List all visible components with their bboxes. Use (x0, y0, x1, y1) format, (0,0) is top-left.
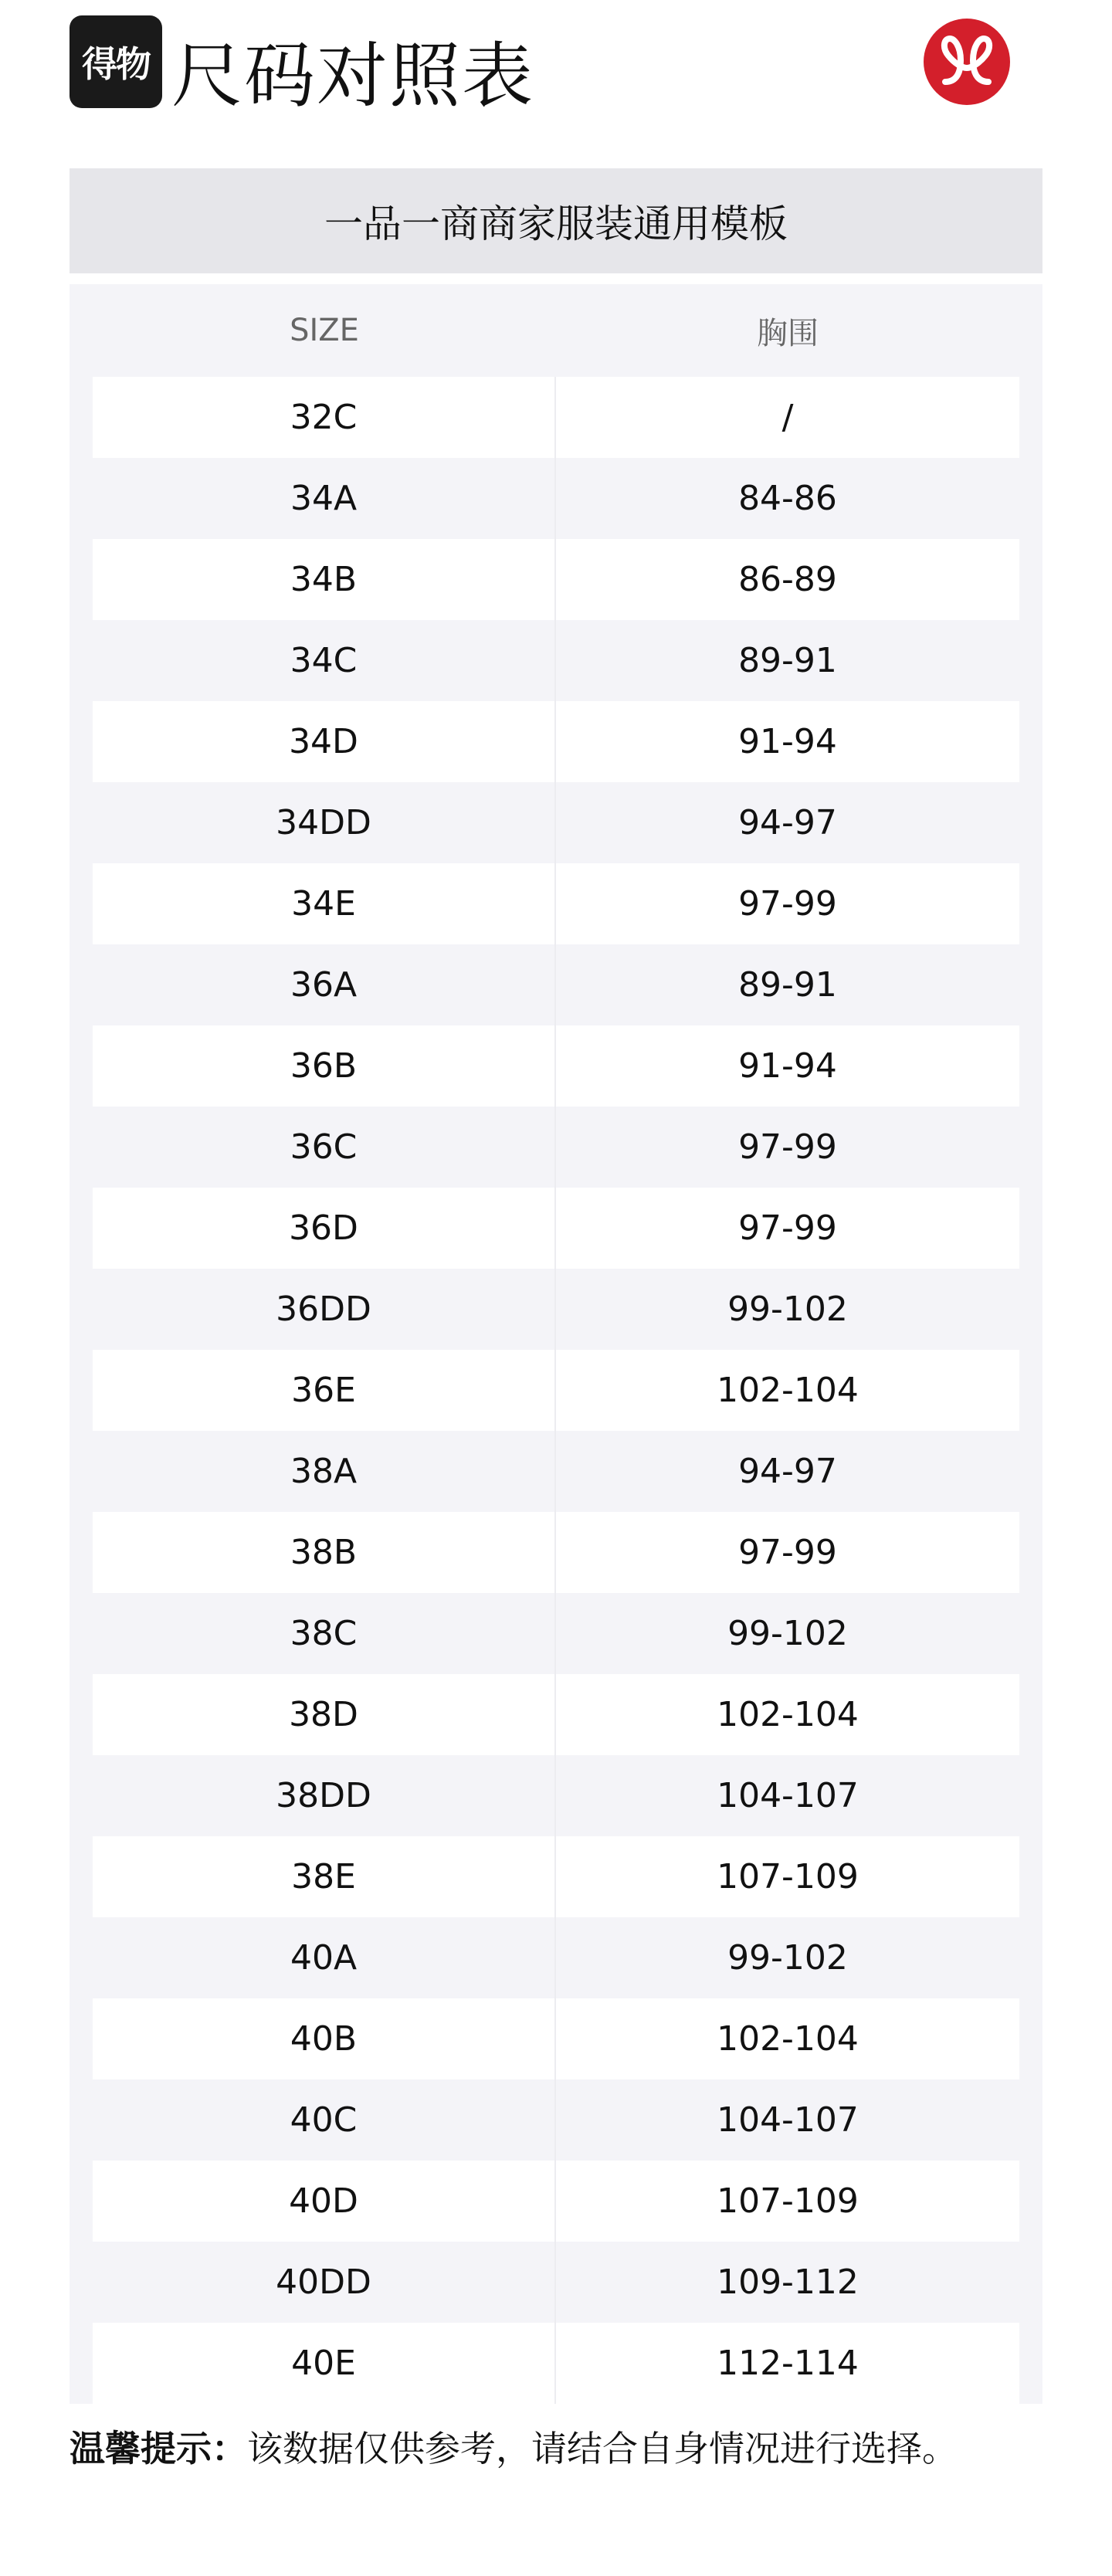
size-cell: 40D (93, 2161, 556, 2242)
table-row (93, 863, 1019, 944)
page-title: 尺码对照表 (171, 35, 535, 117)
bust-cell: 94-97 (556, 782, 1019, 863)
bust-cell: 99-102 (556, 1269, 1019, 1350)
bust-cell: 102-104 (556, 1998, 1019, 2079)
footer-note-text: 该数据仅供参考，请结合自身情况进行选择。 (247, 2428, 958, 2469)
table-row (93, 620, 1019, 701)
bust-cell: 104-107 (556, 2079, 1019, 2161)
bust-cell: 97-99 (556, 1107, 1019, 1188)
size-cell: 34C (93, 620, 556, 701)
column-header-size: SIZE (290, 313, 359, 348)
bust-cell: 97-99 (556, 863, 1019, 944)
size-table (70, 284, 1042, 2404)
template-banner (70, 168, 1042, 273)
table-row (93, 1512, 1019, 1593)
size-cell: 34B (93, 539, 556, 620)
lululemon-logo-icon (922, 17, 1012, 107)
table-body (93, 377, 1019, 2404)
table-row (93, 782, 1019, 863)
size-cell: 40B (93, 1998, 556, 2079)
bust-cell: 97-99 (556, 1188, 1019, 1269)
table-row (93, 1350, 1019, 1431)
size-cell: 34D (93, 701, 556, 782)
bust-cell: 107-109 (556, 1836, 1019, 1917)
size-cell: 34DD (93, 782, 556, 863)
size-cell: 38D (93, 1674, 556, 1755)
size-cell: 38B (93, 1512, 556, 1593)
size-cell: 40DD (93, 2242, 556, 2323)
table-row (93, 1025, 1019, 1107)
table-row (93, 1188, 1019, 1269)
bust-cell: 97-99 (556, 1512, 1019, 1593)
table-row (93, 1593, 1019, 1674)
template-label: 一品一商商家服装通用模板 (324, 202, 788, 246)
size-cell: 38A (93, 1431, 556, 1512)
size-cell: 36E (93, 1350, 556, 1431)
bust-cell: 109-112 (556, 2242, 1019, 2323)
bust-cell: 86-89 (556, 539, 1019, 620)
table-row (93, 1674, 1019, 1755)
table-row (93, 2323, 1019, 2404)
size-cell: 40C (93, 2079, 556, 2161)
bust-cell: 94-97 (556, 1431, 1019, 1512)
size-cell: 34E (93, 863, 556, 944)
table-row (93, 2242, 1019, 2323)
table-row (93, 2161, 1019, 2242)
table-row (93, 1917, 1019, 1998)
table-row (93, 1269, 1019, 1350)
size-cell: 34A (93, 458, 556, 539)
size-cell: 36C (93, 1107, 556, 1188)
size-cell: 38E (93, 1836, 556, 1917)
bust-cell: 102-104 (556, 1674, 1019, 1755)
size-cell: 40A (93, 1917, 556, 1998)
bust-cell: 107-109 (556, 2161, 1019, 2242)
size-cell: 36A (93, 944, 556, 1025)
bust-cell: 104-107 (556, 1755, 1019, 1836)
bust-cell: / (556, 377, 1019, 458)
bust-cell: 91-94 (556, 701, 1019, 782)
bust-cell: 99-102 (556, 1917, 1019, 1998)
size-cell: 36B (93, 1025, 556, 1107)
size-cell: 38DD (93, 1755, 556, 1836)
table-row (93, 1755, 1019, 1836)
table-row (93, 1431, 1019, 1512)
size-cell: 38C (93, 1593, 556, 1674)
table-row (93, 539, 1019, 620)
table-row (93, 377, 1019, 458)
bust-cell: 112-114 (556, 2323, 1019, 2404)
table-row (93, 458, 1019, 539)
app-logo (70, 15, 162, 108)
app-logo-text: 得物 (82, 43, 150, 85)
size-cell: 32C (93, 377, 556, 458)
bust-cell: 102-104 (556, 1350, 1019, 1431)
footer-note-label: 温馨提示： (70, 2428, 247, 2469)
table-row (93, 1836, 1019, 1917)
bust-cell: 89-91 (556, 944, 1019, 1025)
bust-cell: 99-102 (556, 1593, 1019, 1674)
bust-cell: 89-91 (556, 620, 1019, 701)
footer-note (70, 2415, 1042, 2477)
bust-cell: 91-94 (556, 1025, 1019, 1107)
size-cell: 40E (93, 2323, 556, 2404)
table-row (93, 1107, 1019, 1188)
table-row (93, 944, 1019, 1025)
size-cell: 36D (93, 1188, 556, 1269)
table-row (93, 2079, 1019, 2161)
table-row (93, 1998, 1019, 2079)
column-header-bust: 胸围 (757, 315, 819, 351)
size-cell: 36DD (93, 1269, 556, 1350)
table-row (93, 701, 1019, 782)
bust-cell: 84-86 (556, 458, 1019, 539)
table-header (93, 284, 1019, 377)
